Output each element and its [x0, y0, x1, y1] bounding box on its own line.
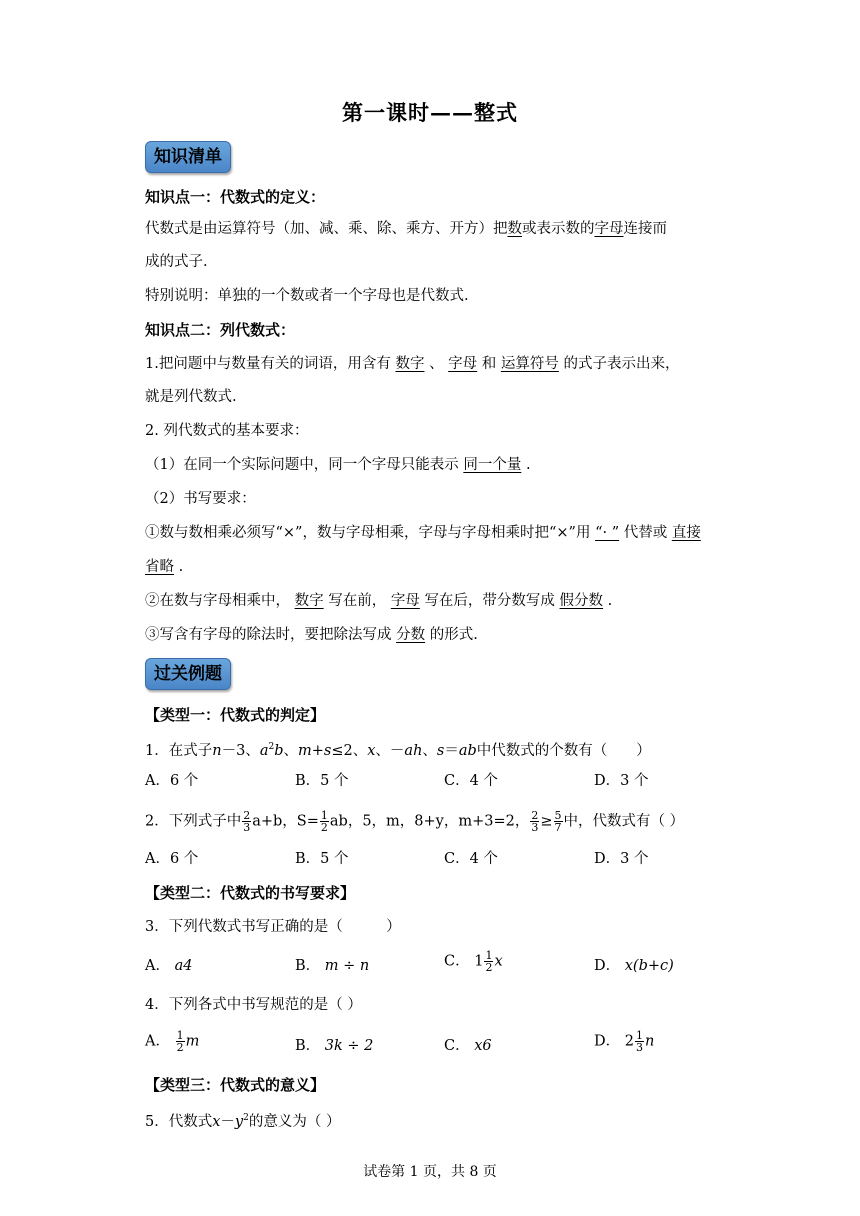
q2-option-d[interactable]: D．3 个	[594, 851, 649, 867]
fraction: $\frac{2}{3}$	[531, 809, 539, 834]
kp2-line3: 2. 列代数式的基本要求：	[145, 423, 309, 439]
q3-option-b[interactable]: B． m ÷ n	[295, 958, 370, 974]
answer-blank: 假分数	[559, 593, 604, 609]
q4-option-a[interactable]: A． $\frac{1}{2}$ m	[145, 1029, 200, 1054]
answer-blank: 字母	[448, 356, 478, 372]
kp1-note: 特别说明：单独的一个数或者一个字母也是代数式.	[145, 288, 469, 304]
section-badge-knowledge: 知识清单	[145, 141, 231, 173]
q1-option-d[interactable]: D．3 个	[594, 773, 649, 789]
kp2-line5: （2）书写要求：	[145, 491, 256, 507]
answer-blank: 数字	[294, 593, 324, 609]
q3-option-d[interactable]: D． x(b+c)	[594, 958, 674, 974]
fraction: $\frac{1}{2}$	[320, 809, 328, 834]
fraction: $\frac{1}{3}$	[635, 1029, 643, 1054]
answer-blank: 数	[507, 221, 522, 237]
q4-option-b[interactable]: B． 3k ÷ 2	[295, 1038, 374, 1054]
q4-stem: 4．下列各式中书写规范的是（ ）	[145, 997, 362, 1013]
q2-option-a[interactable]: A．6 个	[145, 851, 199, 867]
kp2-line6: ①数与数相乘必须写“×”，数与字母相乘，字母与字母相乘时把“×”用 “· ” 代替或 直接	[145, 525, 701, 541]
q3-option-a[interactable]: A． a4	[145, 958, 193, 974]
kp2-line7: 省略 .	[145, 559, 184, 575]
q4-option-d[interactable]: D． 2 $\frac{1}{3}$ n	[594, 1029, 655, 1054]
answer-blank: 直接	[671, 525, 701, 541]
answer-blank: 分数	[396, 627, 426, 643]
q2-stem: 2．下列式子中 $\frac{2}{3}$ a+b，S= $\frac{1}{2}$ ab，5，m，8+y，m+3=2， $\frac{2}{3}$ ≥ $\frac{5}{7}$ 中，代数式有（ ）	[145, 809, 685, 834]
kp2-line2: 就是列代数式.	[145, 389, 237, 405]
kp2-line8: ②在数与字母相乘中， 数字 写在前， 字母 写在后，带分数写成 假分数 .	[145, 593, 613, 609]
fraction: $\frac{1}{2}$	[176, 1029, 184, 1054]
page-title: 第一课时——整式	[342, 100, 518, 125]
kp1-line1: 代数式是由运算符号（加、减、乘、除、乘方、开方）把数或表示数的字母连接而	[145, 221, 667, 237]
q2-option-b[interactable]: B．5 个	[295, 851, 349, 867]
answer-blank: 字母	[594, 221, 624, 237]
answer-blank: “· ”	[595, 525, 620, 541]
q1-option-c[interactable]: C．4 个	[444, 773, 498, 789]
answer-blank: 字母	[390, 593, 420, 609]
kp2-line9: ③写含有字母的除法时，要把除法写成 分数 的形式.	[145, 627, 478, 643]
q1-option-b[interactable]: B．5 个	[295, 773, 349, 789]
q3-option-c[interactable]: C． 1 $\frac{1}{2}$ x	[444, 949, 503, 974]
answer-blank: 同一个量	[463, 457, 522, 473]
type1-heading: 【类型一：代数式的判定】	[145, 706, 326, 724]
q4-option-c[interactable]: C． x6	[444, 1038, 492, 1054]
fraction: $\frac{1}{2}$	[485, 949, 493, 974]
type2-heading: 【类型二：代数式的书写要求】	[145, 884, 356, 902]
kp2-line1: 1.把问题中与数量有关的词语，用含有 数字 、 字母 和 运算符号 的式子表示出来，	[145, 356, 680, 372]
q1-stem: 1．在式子n－3、$a^2b$、m+s≤2、x、－ah、s＝ab中代数式的个数有（ ）	[145, 742, 651, 759]
q1-option-a[interactable]: A．6 个	[145, 773, 199, 789]
page-footer: 试卷第 1 页，共 8 页	[363, 1164, 497, 1180]
q3-stem: 3．下列代数式书写正确的是（ ）	[145, 919, 401, 935]
q2-option-c[interactable]: C．4 个	[444, 851, 498, 867]
fraction: $\frac{2}{3}$	[243, 809, 251, 834]
answer-blank: 省略	[145, 559, 174, 575]
answer-blank: 数字	[395, 356, 425, 372]
fraction: $\frac{5}{7}$	[554, 809, 562, 834]
kp1-line2: 成的式子.	[145, 254, 208, 270]
answer-blank: 运算符号	[500, 356, 559, 372]
kp2-line4: （1）在同一个实际问题中，同一个字母只能表示 同一个量 .	[145, 457, 531, 473]
kp2-heading: 知识点二：列代数式：	[145, 321, 296, 339]
kp1-heading: 知识点一：代数式的定义：	[145, 188, 326, 206]
q5-stem: 5．代数式$x-y^2$的意义为（ ）	[145, 1113, 341, 1130]
type3-heading: 【类型三：代数式的意义】	[145, 1076, 326, 1094]
section-badge-examples: 过关例题	[145, 658, 231, 690]
